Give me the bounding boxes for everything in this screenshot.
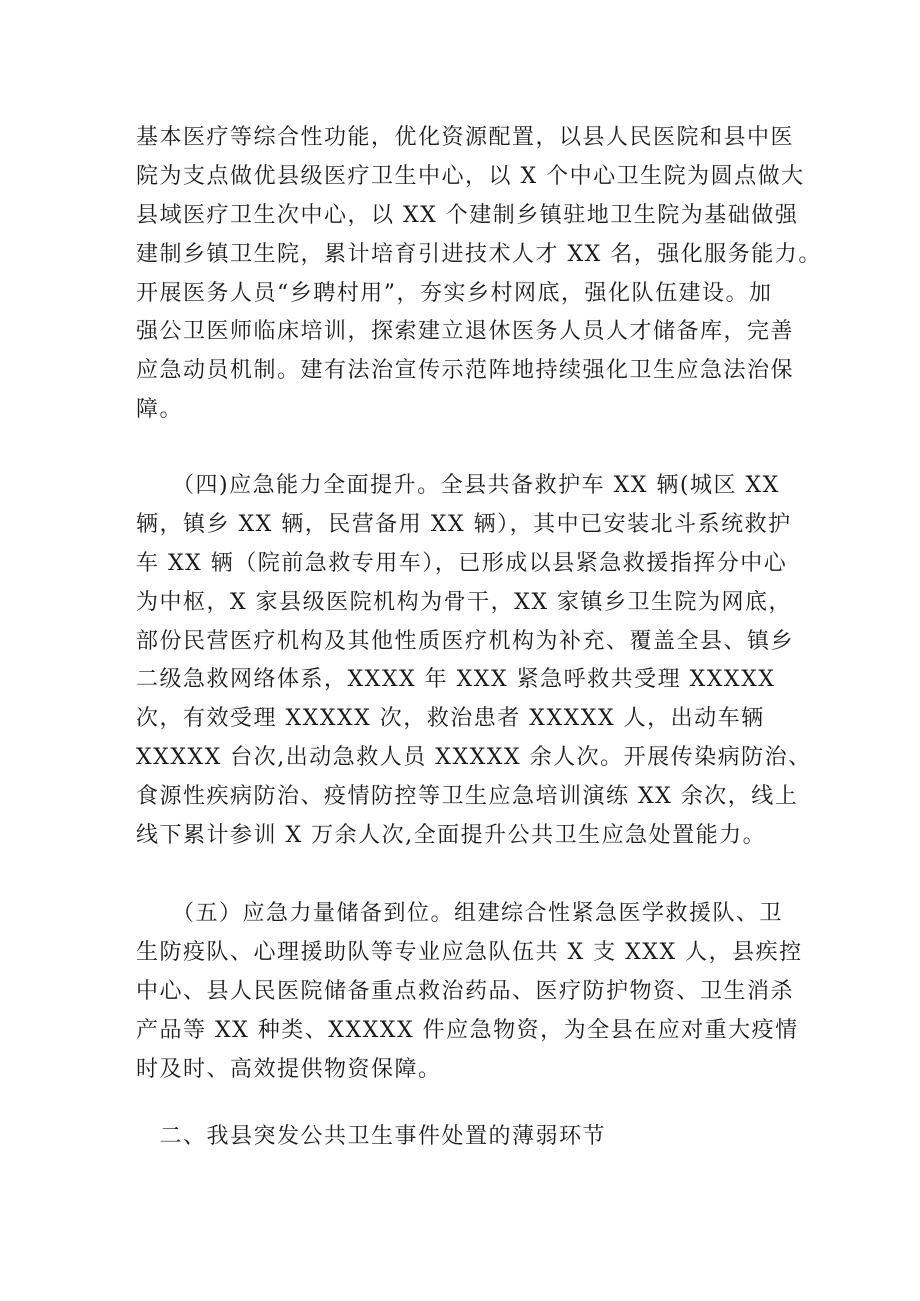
text-line: （五）应急力量储备到位。组建综合性紧急医学救援队、卫 xyxy=(136,901,784,926)
text-line: 辆，镇乡 XX 辆，民营备用 XX 辆），其中已安装北斗系统救护 xyxy=(136,511,792,537)
paragraph-emergency-reserve xyxy=(136,895,803,1089)
paragraph-emergency-capability xyxy=(136,467,812,856)
text-line: 二级急救网络体系，XXXX 年 XXX 紧急呼救共受理 XXXXX xyxy=(136,667,776,693)
text-line: 车 XX 辆（院前急救专用车），已形成以县紧急救援指挥分中心 xyxy=(136,550,788,576)
text-line: 为中枢，X 家县级医院机构为骨干，XX 家镇乡卫生院为网底， xyxy=(136,589,792,615)
text-line: 生防疫队、心理援助队等专业应急队伍共 X 支 XXX 人，县疾控 xyxy=(136,939,803,965)
text-line: 强公卫医师临床培训，探索建立退休医务人员人才储备库，完善 xyxy=(136,319,795,345)
text-line: 障。 xyxy=(136,397,184,423)
text-line: 次，有效受理 XXXXX 次，救治患者 XXXXX 人，出动车辆 xyxy=(136,706,765,732)
text-line: 开展医务人员“乡聘村用”，夯实乡村网底，强化队伍建设。加 xyxy=(136,280,773,306)
text-line: 部份民营医疗机构及其他性质医疗机构为补充、覆盖全县、镇乡 xyxy=(136,628,795,654)
text-line: 建制乡镇卫生院，累计培育引进技术人才 XX 名，强化服务能力。 xyxy=(136,241,822,267)
text-line: 线下累计参训 X 万余人次,全面提升公共卫生应急处置能力。 xyxy=(136,823,767,849)
text-line: 产品等 XX 种类、XXXXX 件应急物资，为全县在应对重大疫情 xyxy=(136,1017,799,1043)
text-line: 食源性疾病防治、疫情防控等卫生应急培训演练 XX 余次，线上 xyxy=(136,784,799,810)
text-line: 院为支点做优县级医疗卫生中心，以 X 个中心卫生院为圆点做大 xyxy=(136,163,805,189)
text-line: 县域医疗卫生次中心，以 XX 个建制乡镇驻地卫生院为基础做强 xyxy=(136,202,799,228)
text-line: （四)应急能力全面提升。全县共备救护车 XX 辆(城区 XX xyxy=(136,473,780,498)
paragraph-medical-system xyxy=(136,119,822,430)
text-line: 中心、县人民医院储备重点救治药品、医疗防护物资、卫生消杀 xyxy=(136,978,795,1004)
text-line: 基本医疗等综合性功能，优化资源配置，以县人民医院和县中医 xyxy=(136,125,795,150)
text-line: 时及时、高效提供物资保障。 xyxy=(136,1056,442,1082)
text-line: XXXXX 台次,出动急救人员 XXXXX 余人次。开展传染病防治、 xyxy=(136,745,812,771)
section-heading: 二、我县突发公共卫生事件处置的薄弱环节 xyxy=(136,1124,607,1149)
text-line: 应急动员机制。建有法治宣传示范阵地持续强化卫生应急法治保 xyxy=(136,358,795,384)
